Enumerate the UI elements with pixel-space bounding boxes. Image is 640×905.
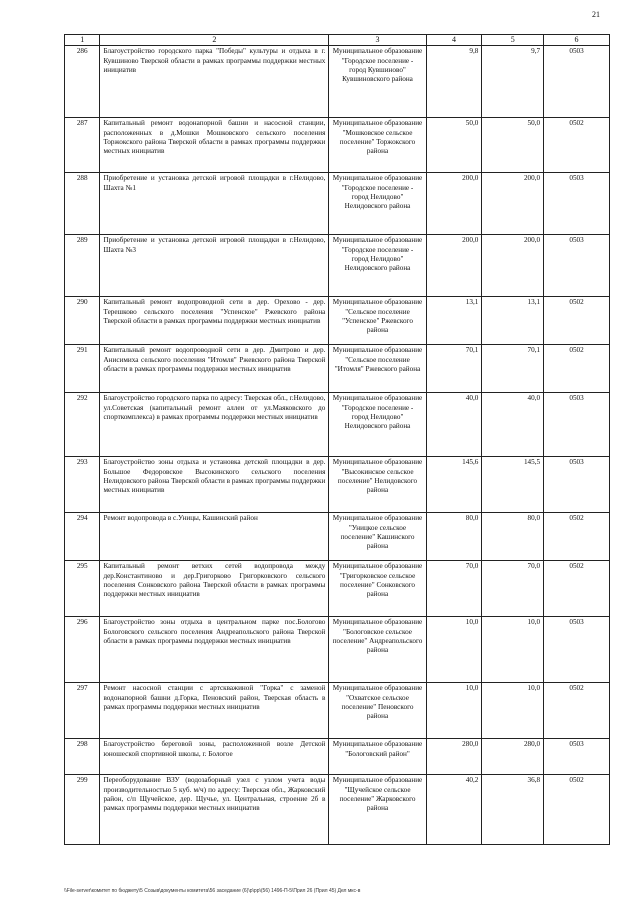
project-name: Капитальный ремонт водопроводной сети в дер. Дмитрово и дер. Анисимиха сельского поселения "Итомля" Ржевского района Тверской области в рамках программы поддержки местных инициатив [100,345,329,393]
amount-actual: 13,1 [482,297,544,345]
amount-planned: 70,0 [426,561,482,617]
budget-code: 0502 [544,297,610,345]
amount-actual: 10,0 [482,683,544,739]
recipient: Муниципальное образование "Бологовский район" [329,739,426,775]
budget-code: 0502 [544,683,610,739]
amount-planned: 10,0 [426,617,482,683]
amount-actual: 40,0 [482,393,544,457]
row-number: 290 [65,297,100,345]
row-number: 287 [65,118,100,173]
amount-actual: 50,0 [482,118,544,173]
amount-actual: 36,8 [482,775,544,845]
file-path-footer: \\File-server\комитет по бюджету\5 Созыв\документы комитета\56 заседание (6)\р\рр\(56) 1496-П-5\Прил 26 (Прил 45) Дел мкс-в [64,888,361,894]
amount-actual: 200,0 [482,173,544,235]
recipient: Муниципальное образование "Мошковское сельское поселение" Торжокского района [329,118,426,173]
table-row [65,118,610,173]
budget-code: 0502 [544,345,610,393]
amount-planned: 200,0 [426,173,482,235]
table-row [65,775,610,845]
table-row [65,513,610,561]
amount-planned: 145,6 [426,457,482,513]
amount-planned: 70,1 [426,345,482,393]
row-number: 293 [65,457,100,513]
amount-actual: 80,0 [482,513,544,561]
amount-planned: 200,0 [426,235,482,297]
project-name: Переоборудование ВЗУ (водозаборный узел с узлом учета воды производительностью 5 куб. м/ч) по адресу: Тверская обл., Жарковский район, с/п Щучейское, дер. Щучье, ул. Центральная, строение 2б в рамках программы поддержки местных инициатив [100,775,329,845]
recipient: Муниципальное образование "Высокинское сельское поселение" Нелидовского района [329,457,426,513]
amount-actual: 145,5 [482,457,544,513]
budget-code: 0503 [544,617,610,683]
recipient: Муниципальное образование "Городское поселение - город Нелидово" Нелидовского района [329,393,426,457]
recipient: Муниципальное образование "Сельское поселение "Итомля" Ржевского района [329,345,426,393]
amount-planned: 9,8 [426,46,482,118]
project-name: Приобретение и установка детской игровой площадки в г.Нелидово, Шахта №3 [100,235,329,297]
amount-actual: 10,0 [482,617,544,683]
amount-planned: 50,0 [426,118,482,173]
header-col-2: 2 [100,35,329,46]
table-row [65,393,610,457]
amount-planned: 13,1 [426,297,482,345]
project-name: Ремонт насосной станции с артскважиной "Горка" с заменой водонапорной башни д.Горка, Пеновский район, Тверская область в рамках программы поддержки местных инициатив [100,683,329,739]
project-name: Благоустройство береговой зоны, расположенной возле Детской юношеской спортивной школы, г. Бологое [100,739,329,775]
amount-actual: 70,0 [482,561,544,617]
table-row [65,46,610,118]
amount-planned: 80,0 [426,513,482,561]
recipient: Муниципальное образование "Щучейское сельское поселение" Жарковского района [329,775,426,845]
project-name: Благоустройство зоны отдыха и установка детской площадки в дер. Большое Федоровское Высокинского сельского поселения Нелидовского района Тверской области в рамках программы поддержки местных инициатив [100,457,329,513]
amount-planned: 280,0 [426,739,482,775]
budget-code: 0502 [544,775,610,845]
project-name: Благоустройство городского парка "Победы" культуры и отдыха в г. Кувшиново Тверской области в рамках программы поддержки местных инициатив [100,46,329,118]
table-row [65,235,610,297]
header-col-5: 5 [482,35,544,46]
project-name: Благоустройство зоны отдыха в центральном парке пос.Бологово Бологовского сельского поселения Андреапольского района Тверской области в рамках программы поддержки местных инициатив [100,617,329,683]
row-number: 299 [65,775,100,845]
table-header-row [65,35,610,46]
row-number: 295 [65,561,100,617]
amount-planned: 40,2 [426,775,482,845]
budget-code: 0502 [544,561,610,617]
recipient: Муниципальное образование "Городское поселение - город Нелидово" Нелидовского района [329,235,426,297]
recipient: Муниципальное образование "Охватское сельское поселение" Пеновского района [329,683,426,739]
recipient: Муниципальное образование "Сельское поселение "Успенское" Ржевского района [329,297,426,345]
amount-actual: 70,1 [482,345,544,393]
project-name: Ремонт водопровода в с.Уницы, Кашинский район [100,513,329,561]
table-row [65,617,610,683]
header-col-4: 4 [426,35,482,46]
budget-code: 0502 [544,118,610,173]
budget-code: 0503 [544,173,610,235]
budget-code: 0502 [544,513,610,561]
budget-code: 0503 [544,235,610,297]
recipient: Муниципальное образование "Бологовское сельское поселение" Андреапольского района [329,617,426,683]
project-name: Благоустройство городского парка по адресу: Тверская обл., г.Нелидово, ул.Советская (капитальный ремонт аллеи от ул.Маяковского до спорткомплекса) в рамках программы поддержки местных инициатив [100,393,329,457]
table-row [65,173,610,235]
budget-code: 0503 [544,393,610,457]
project-name: Капитальный ремонт ветхих сетей водопровода между дер.Константиново и дер.Григорково Григорковского сельского поселения Сонковского района Тверской области в рамках программы поддержки местных инициатив [100,561,329,617]
row-number: 297 [65,683,100,739]
header-col-1: 1 [65,35,100,46]
table-row [65,457,610,513]
amount-actual: 9,7 [482,46,544,118]
table-row [65,297,610,345]
amount-actual: 280,0 [482,739,544,775]
row-number: 298 [65,739,100,775]
header-col-3: 3 [329,35,426,46]
project-name: Капитальный ремонт водопроводной сети в дер. Орехово - дер. Терешково сельского поселения "Успенское" Ржевского района Тверской области в рамках программы поддержки местных инициатив [100,297,329,345]
header-col-6: 6 [544,35,610,46]
amount-planned: 40,0 [426,393,482,457]
row-number: 289 [65,235,100,297]
row-number: 286 [65,46,100,118]
budget-code: 0503 [544,46,610,118]
row-number: 288 [65,173,100,235]
budget-table [64,34,610,845]
amount-planned: 10,0 [426,683,482,739]
recipient: Муниципальное образование "Городское поселение - город Кувшиново" Кувшиновского района [329,46,426,118]
recipient: Муниципальное образование "Уницкое сельское поселение" Кашинского района [329,513,426,561]
page-number: 21 [592,10,600,19]
project-name: Приобретение и установка детской игровой площадки в г.Нелидово, Шахта №1 [100,173,329,235]
recipient: Муниципальное образование "Григорковское сельское поселение" Сонковского района [329,561,426,617]
budget-code: 0503 [544,457,610,513]
amount-actual: 200,0 [482,235,544,297]
table-row [65,739,610,775]
table-row [65,345,610,393]
budget-code: 0503 [544,739,610,775]
recipient: Муниципальное образование "Городское поселение - город Нелидово" Нелидовского района [329,173,426,235]
project-name: Капитальный ремонт водонапорной башни и насосной станции, расположенных в д.Мошки Мошковского сельского поселения Торжокского района Тверской области в рамках программы поддержки местных инициатив [100,118,329,173]
row-number: 291 [65,345,100,393]
row-number: 292 [65,393,100,457]
row-number: 294 [65,513,100,561]
table-row [65,561,610,617]
table-row [65,683,610,739]
row-number: 296 [65,617,100,683]
